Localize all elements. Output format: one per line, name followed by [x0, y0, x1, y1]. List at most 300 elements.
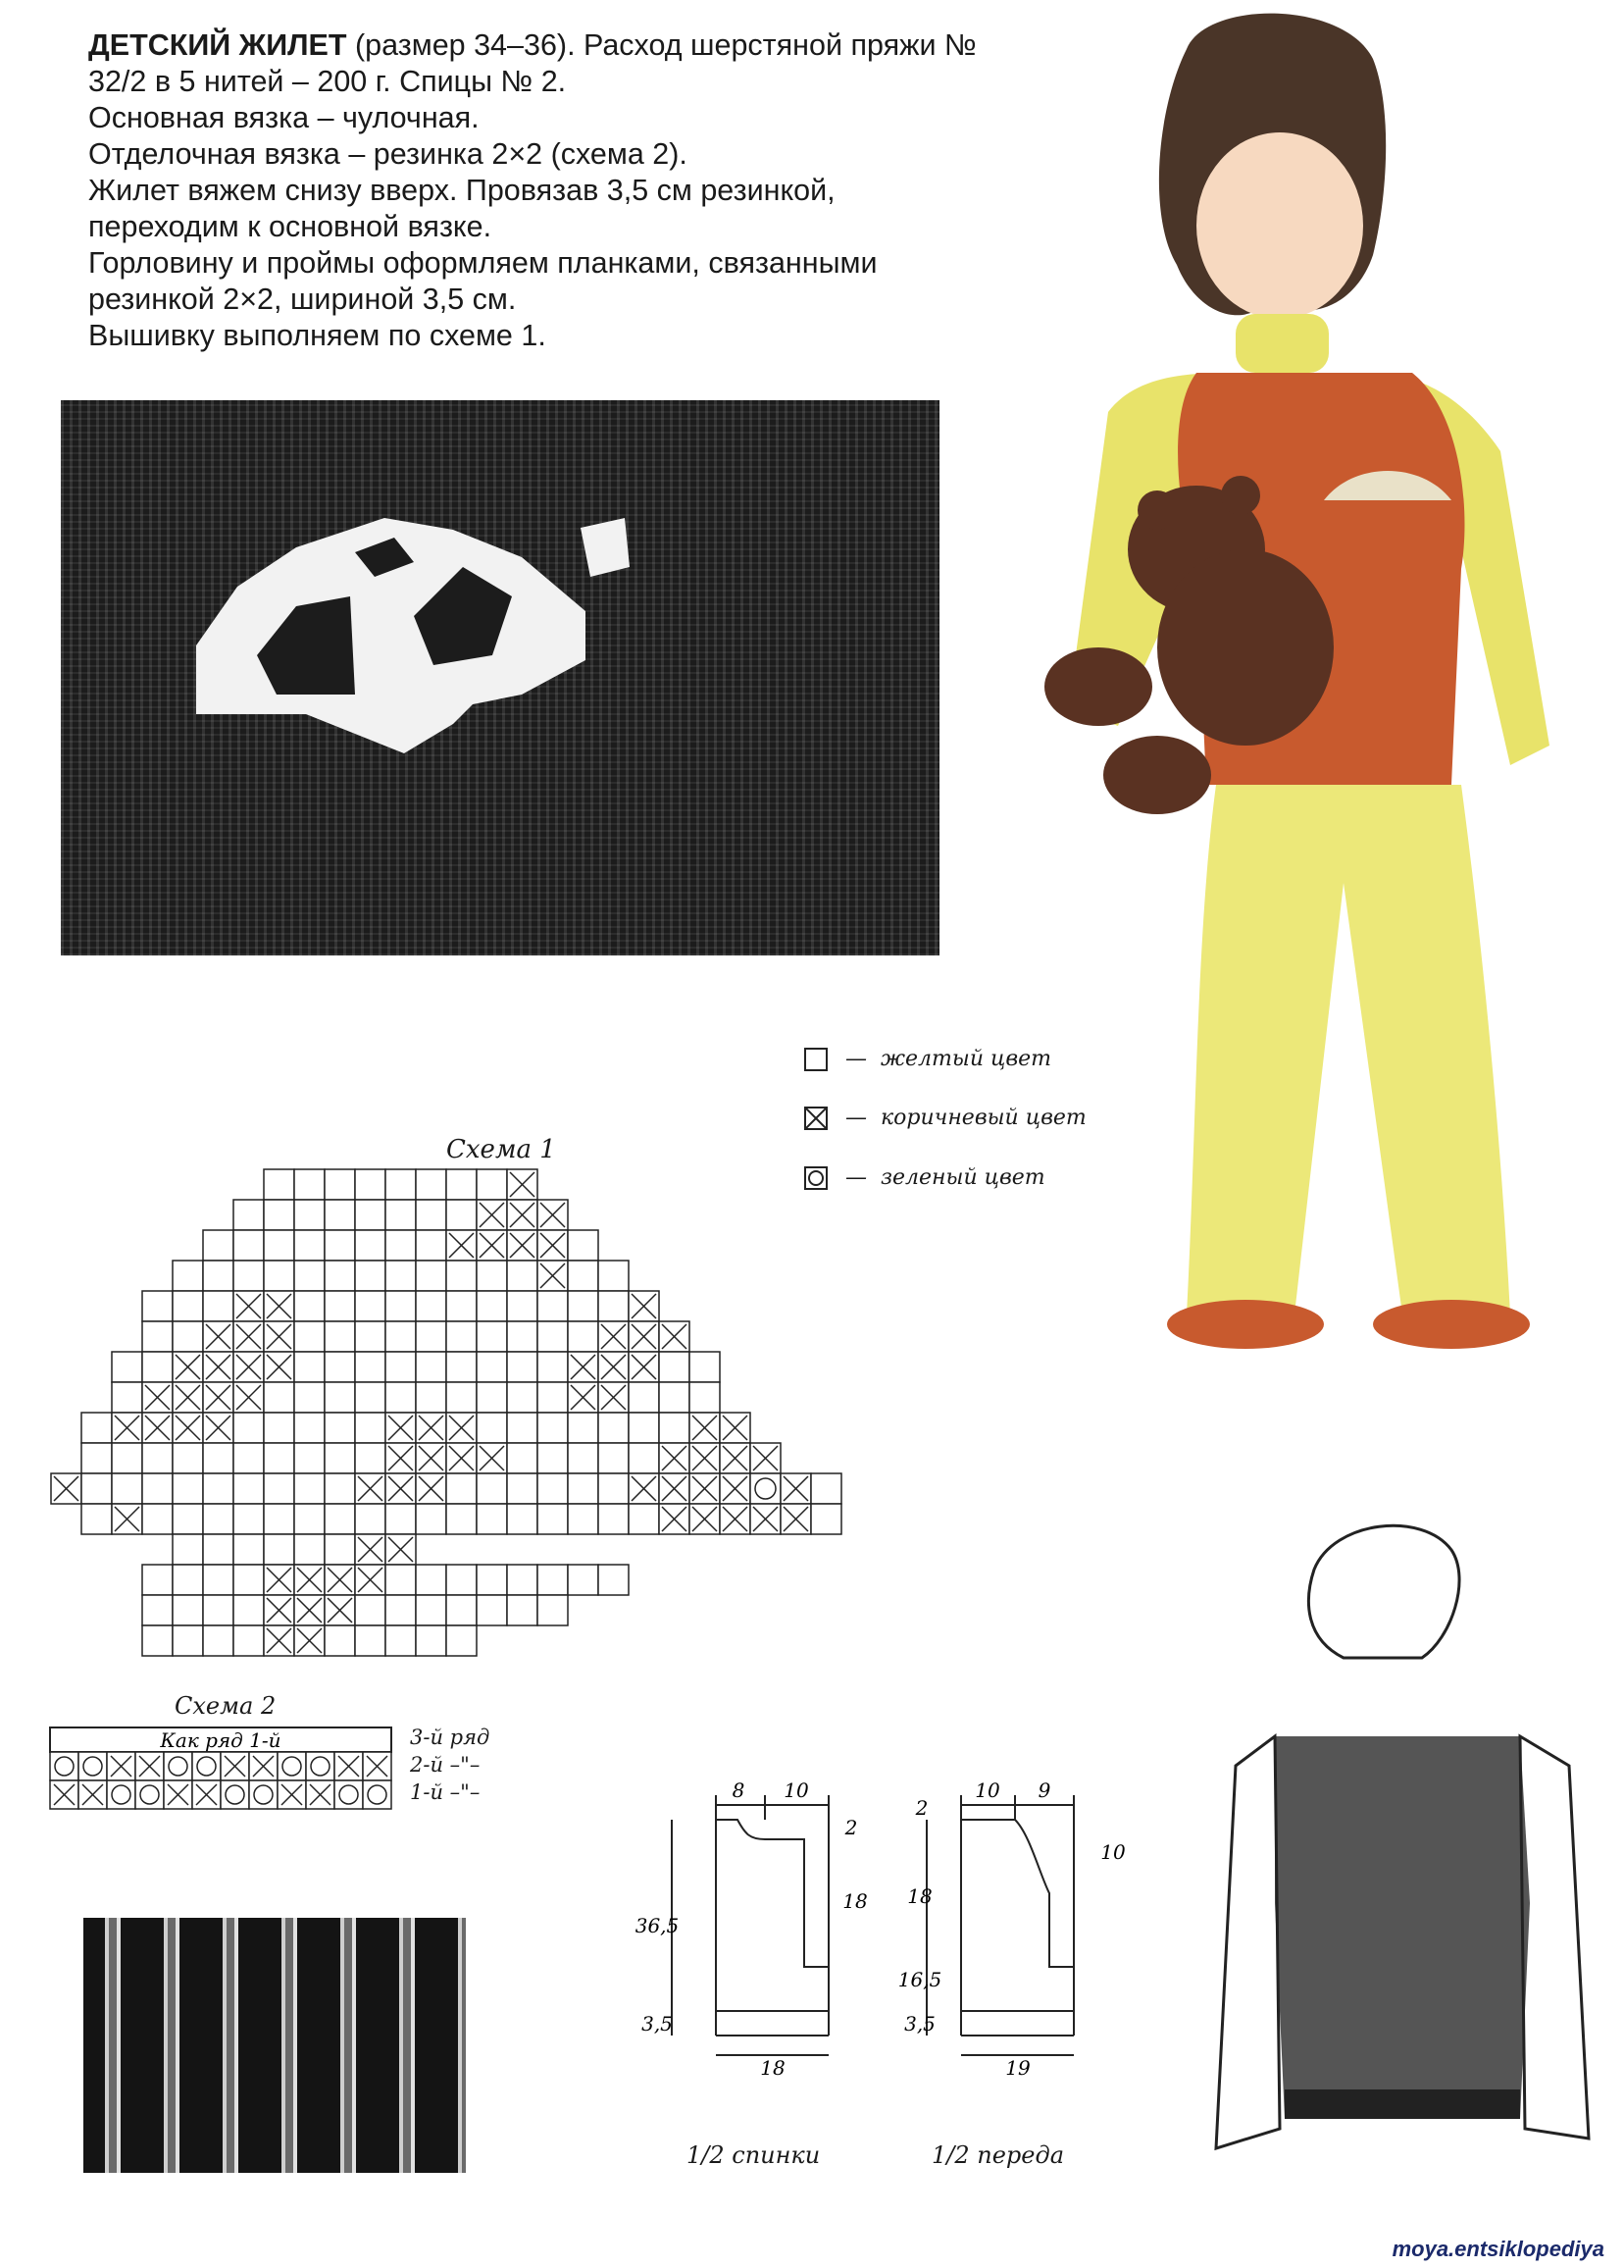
- grid-cell: [355, 1352, 385, 1382]
- grid-cell: [233, 1534, 264, 1565]
- grid-cell: [264, 1473, 294, 1504]
- grid-cell: [264, 1625, 294, 1656]
- legend-label: желтый цвет: [881, 1047, 1052, 1071]
- grid-cell: [173, 1382, 203, 1413]
- grid-cell: [203, 1261, 233, 1291]
- dim-back-top-a: 8: [732, 1778, 745, 1802]
- grid-cell: [233, 1625, 264, 1656]
- grid-cell: [507, 1413, 537, 1443]
- grid-cell: [233, 1261, 264, 1291]
- rib-cell: [50, 1780, 78, 1809]
- grid-cell: [568, 1504, 598, 1534]
- grid-cell: [355, 1534, 385, 1565]
- grid-cell: [507, 1321, 537, 1352]
- rib-cell: [192, 1752, 221, 1780]
- embroidery-photo: [61, 400, 939, 955]
- sketch-head: [1308, 1525, 1459, 1658]
- caption-front: 1/2 переда: [932, 2141, 1064, 2169]
- grid-cell: [325, 1413, 355, 1443]
- grid-cell: [507, 1261, 537, 1291]
- grid-cell: [598, 1321, 629, 1352]
- rib-cell: [192, 1780, 221, 1809]
- grid-cell: [629, 1473, 659, 1504]
- grid-cell: [446, 1625, 477, 1656]
- grid-cell: [537, 1200, 568, 1230]
- scheme2-header-text: Как ряд 1-й: [160, 1728, 281, 1752]
- grid-cell: [568, 1443, 598, 1473]
- rib-cell: [363, 1780, 391, 1809]
- grid-cell: [659, 1352, 689, 1382]
- grid-cell: [142, 1565, 173, 1595]
- sketch-vest-rib: [1285, 2089, 1520, 2119]
- grid-cell: [507, 1504, 537, 1534]
- grid-cell: [568, 1473, 598, 1504]
- grid-cell: [294, 1413, 325, 1443]
- grid-cell: [416, 1200, 446, 1230]
- dim-front-neck-drop: 2: [915, 1796, 929, 1820]
- grid-cell: [446, 1200, 477, 1230]
- grid-cell: [264, 1291, 294, 1321]
- grid-cell: [507, 1473, 537, 1504]
- grid-cell: [598, 1413, 629, 1443]
- grid-cell: [720, 1504, 750, 1534]
- intro-line-4: Жилет вяжем снизу вверх. Провязав 3,5 см резинкой, переходим к основной вязке.: [88, 174, 836, 243]
- grid-cell: [264, 1321, 294, 1352]
- rib-cell: [135, 1752, 164, 1780]
- grid-cell: [446, 1261, 477, 1291]
- rib-cell: [135, 1780, 164, 1809]
- grid-cell: [568, 1565, 598, 1595]
- row-label: 2-й –"–: [410, 1753, 481, 1777]
- turtle-head-shape: [581, 518, 630, 577]
- grid-cell: [203, 1625, 233, 1656]
- grid-cell: [355, 1413, 385, 1443]
- grid-cell: [477, 1473, 507, 1504]
- grid-cell: [446, 1504, 477, 1534]
- grid-cell: [477, 1261, 507, 1291]
- sketch-vest: [1275, 1736, 1530, 2119]
- grid-cell: [264, 1200, 294, 1230]
- grid-cell: [507, 1382, 537, 1413]
- grid-cell: [385, 1169, 416, 1200]
- grid-cell: [294, 1261, 325, 1291]
- grid-cell: [173, 1413, 203, 1443]
- grid-cell: [385, 1230, 416, 1261]
- grid-cell: [264, 1169, 294, 1200]
- grid-cell: [537, 1595, 568, 1625]
- grid-cell: [385, 1565, 416, 1595]
- grid-cell: [142, 1352, 173, 1382]
- grid-cell: [81, 1473, 112, 1504]
- grid-cell: [537, 1413, 568, 1443]
- grid-cell: [598, 1443, 629, 1473]
- grid-cell: [537, 1382, 568, 1413]
- grid-cell: [233, 1565, 264, 1595]
- grid-cell: [659, 1473, 689, 1504]
- grid-cell: [537, 1565, 568, 1595]
- grid-cell: [507, 1291, 537, 1321]
- grid-cell: [720, 1473, 750, 1504]
- grid-cell: [325, 1169, 355, 1200]
- grid-cell: [142, 1382, 173, 1413]
- grid-cell: [203, 1473, 233, 1504]
- grid-cell: [385, 1504, 416, 1534]
- grid-cell: [325, 1565, 355, 1595]
- grid-cell: [446, 1169, 477, 1200]
- grid-cell: [173, 1595, 203, 1625]
- grid-cell: [385, 1413, 416, 1443]
- grid-cell: [446, 1291, 477, 1321]
- watermark: moya.entsiklopediya: [1392, 2237, 1604, 2261]
- grid-cell: [142, 1625, 173, 1656]
- grid-cell: [142, 1504, 173, 1534]
- grid-cell: [446, 1595, 477, 1625]
- grid-cell: [51, 1473, 81, 1504]
- grid-cell: [477, 1352, 507, 1382]
- grid-cell: [477, 1169, 507, 1200]
- grid-cell: [507, 1443, 537, 1473]
- dim-front-armhole: 18: [907, 1884, 933, 1908]
- grid-cell: [416, 1443, 446, 1473]
- grid-cell: [781, 1473, 811, 1504]
- garment-patterns: [628, 1776, 1138, 2089]
- dim-back-neck-drop: 2: [844, 1816, 858, 1839]
- grid-cell: [325, 1382, 355, 1413]
- grid-cell: [264, 1352, 294, 1382]
- grid-cell: [325, 1321, 355, 1352]
- rib-cell: [306, 1752, 334, 1780]
- scheme2-chart: [49, 1727, 402, 1815]
- grid-cell: [325, 1352, 355, 1382]
- grid-cell: [446, 1413, 477, 1443]
- rib-cell: [334, 1780, 363, 1809]
- grid-cell: [781, 1504, 811, 1534]
- grid-cell: [507, 1230, 537, 1261]
- grid-cell: [598, 1352, 629, 1382]
- grid-cell: [598, 1565, 629, 1595]
- grid-cell: [477, 1595, 507, 1625]
- grid-cell: [325, 1443, 355, 1473]
- rib-cell: [249, 1780, 278, 1809]
- grid-cell: [568, 1382, 598, 1413]
- grid-cell: [598, 1504, 629, 1534]
- grid-cell: [385, 1473, 416, 1504]
- grid-cell: [385, 1625, 416, 1656]
- grid-cell: [325, 1534, 355, 1565]
- grid-cell: [416, 1382, 446, 1413]
- rib-cell: [306, 1780, 334, 1809]
- grid-cell: [659, 1382, 689, 1413]
- dim-front-rib: 3,5: [904, 2012, 936, 2036]
- grid-cell: [355, 1595, 385, 1625]
- girl-shoe-left: [1167, 1300, 1324, 1349]
- grid-cell: [233, 1382, 264, 1413]
- grid-cell: [507, 1565, 537, 1595]
- dim-front-bottom: 19: [1005, 2056, 1031, 2080]
- grid-cell: [294, 1200, 325, 1230]
- grid-cell: [507, 1352, 537, 1382]
- grid-cell: [264, 1230, 294, 1261]
- intro-line-2: Основная вязка – чулочная.: [88, 101, 480, 134]
- grid-cell: [811, 1504, 841, 1534]
- girl-trousers: [1187, 785, 1510, 1314]
- grid-cell: [203, 1595, 233, 1625]
- scheme1-chart: [49, 1167, 971, 1677]
- grid-cell: [537, 1504, 568, 1534]
- grid-cell: [264, 1413, 294, 1443]
- grid-cell: [294, 1504, 325, 1534]
- grid-cell: [233, 1291, 264, 1321]
- grid-cell: [750, 1473, 781, 1504]
- grid-cell: [355, 1169, 385, 1200]
- pattern-front: [927, 1795, 1074, 2055]
- grid-cell: [203, 1230, 233, 1261]
- grid-cell: [233, 1352, 264, 1382]
- grid-cell: [385, 1352, 416, 1382]
- grid-cell: [294, 1625, 325, 1656]
- grid-cell: [507, 1200, 537, 1230]
- grid-cell: [385, 1443, 416, 1473]
- vest-back-sketch: [1196, 1511, 1618, 2256]
- grid-cell: [233, 1200, 264, 1230]
- grid-cell: [416, 1169, 446, 1200]
- grid-cell: [507, 1169, 537, 1200]
- grid-cell: [203, 1321, 233, 1352]
- grid-cell: [537, 1261, 568, 1291]
- grid-cell: [416, 1625, 446, 1656]
- grid-cell: [629, 1291, 659, 1321]
- row-label: 1-й –"–: [410, 1780, 481, 1804]
- grid-cell: [568, 1352, 598, 1382]
- rib-cell: [278, 1780, 306, 1809]
- grid-cell: [446, 1321, 477, 1352]
- grid-cell: [81, 1443, 112, 1473]
- grid-cell: [689, 1413, 720, 1443]
- grid-cell: [142, 1473, 173, 1504]
- grid-cell: [568, 1291, 598, 1321]
- grid-cell: [355, 1200, 385, 1230]
- grid-cell: [203, 1534, 233, 1565]
- grid-cell: [325, 1230, 355, 1261]
- grid-cell: [325, 1261, 355, 1291]
- rib-cell: [221, 1780, 249, 1809]
- grid-cell: [629, 1382, 659, 1413]
- grid-cell: [446, 1473, 477, 1504]
- grid-cell: [355, 1443, 385, 1473]
- grid-cell: [416, 1565, 446, 1595]
- grid-cell: [294, 1473, 325, 1504]
- grid-cell: [537, 1230, 568, 1261]
- empty-square-icon: [804, 1048, 828, 1071]
- grid-cell: [659, 1321, 689, 1352]
- grid-cell: [355, 1625, 385, 1656]
- grid-cell: [294, 1443, 325, 1473]
- grid-cell: [264, 1504, 294, 1534]
- intro-line-3: Отделочная вязка – резинка 2×2 (схема 2).: [88, 137, 687, 171]
- rib-cell: [249, 1752, 278, 1780]
- grid-cell: [264, 1534, 294, 1565]
- grid-cell: [81, 1413, 112, 1443]
- grid-cell: [264, 1565, 294, 1595]
- grid-cell: [659, 1443, 689, 1473]
- grid-cell: [112, 1504, 142, 1534]
- grid-cell: [112, 1382, 142, 1413]
- intro-line-1: (размер 34–36). Расход шерстяной пряжи № 32/2 в 5 нитей – 200 г. Спицы № 2.: [88, 28, 977, 98]
- grid-cell: [112, 1473, 142, 1504]
- grid-cell: [629, 1413, 659, 1443]
- girl-collar: [1236, 314, 1329, 373]
- grid-cell: [203, 1352, 233, 1382]
- grid-cell: [325, 1291, 355, 1321]
- grid-cell: [355, 1291, 385, 1321]
- grid-cell: [598, 1291, 629, 1321]
- grid-cell: [568, 1230, 598, 1261]
- grid-cell: [203, 1565, 233, 1595]
- rib-cell: [78, 1780, 107, 1809]
- grid-cell: [477, 1565, 507, 1595]
- article-title: ДЕТСКИЙ ЖИЛЕТ: [88, 28, 347, 62]
- grid-cell: [355, 1565, 385, 1595]
- grid-cell: [659, 1504, 689, 1534]
- grid-cell: [233, 1321, 264, 1352]
- grid-cell: [477, 1200, 507, 1230]
- grid-cell: [325, 1473, 355, 1504]
- grid-cell: [537, 1473, 568, 1504]
- grid-cell: [294, 1352, 325, 1382]
- intro-line-6: Вышивку выполняем по схеме 1.: [88, 319, 546, 352]
- row-label: 3-й ряд: [410, 1726, 490, 1749]
- girl-face: [1196, 132, 1363, 319]
- grid-cell: [689, 1504, 720, 1534]
- rib-cell: [50, 1752, 78, 1780]
- grid-cell: [477, 1443, 507, 1473]
- grid-cell: [385, 1595, 416, 1625]
- girl-shoe-right: [1373, 1300, 1530, 1349]
- grid-cell: [537, 1443, 568, 1473]
- legend-label: зеленый цвет: [881, 1165, 1045, 1190]
- grid-cell: [477, 1291, 507, 1321]
- grid-cell: [355, 1321, 385, 1352]
- grid-cell: [446, 1352, 477, 1382]
- grid-cell: [294, 1595, 325, 1625]
- grid-cell: [355, 1261, 385, 1291]
- grid-cell: [203, 1443, 233, 1473]
- grid-cell: [264, 1261, 294, 1291]
- scheme2-row-labels: [410, 1724, 489, 1806]
- grid-cell: [203, 1504, 233, 1534]
- dim-back-bottom: 18: [760, 2056, 786, 2080]
- grid-cell: [416, 1595, 446, 1625]
- grid-cell: [173, 1321, 203, 1352]
- grid-cell: [416, 1413, 446, 1443]
- grid-cell: [477, 1321, 507, 1352]
- grid-cell: [173, 1534, 203, 1565]
- rib-cell: [78, 1752, 107, 1780]
- grid-cell: [233, 1443, 264, 1473]
- grid-cell: [173, 1504, 203, 1534]
- grid-cell: [416, 1291, 446, 1321]
- grid-cell: [689, 1473, 720, 1504]
- grid-cell: [720, 1443, 750, 1473]
- grid-cell: [203, 1291, 233, 1321]
- scheme2-title: Схема 2: [175, 1692, 277, 1720]
- grid-cell: [629, 1352, 659, 1382]
- girl-illustration: [1000, 0, 1624, 1491]
- grid-cell: [446, 1230, 477, 1261]
- grid-cell: [385, 1321, 416, 1352]
- grid-cell: [325, 1625, 355, 1656]
- dim-back-top-b: 10: [784, 1778, 809, 1802]
- sketch-arm-left: [1216, 1736, 1280, 2148]
- grid-cell: [598, 1382, 629, 1413]
- rib-cell: [107, 1752, 135, 1780]
- grid-cell: [385, 1261, 416, 1291]
- dim-back-rib: 3,5: [641, 2012, 673, 2036]
- legend-label: коричневый цвет: [881, 1106, 1087, 1130]
- dim-front-neck-depth: 10: [1100, 1840, 1126, 1864]
- grid-cell: [568, 1321, 598, 1352]
- legend-brown: — коричневый цвет: [804, 1106, 1087, 1130]
- grid-cell: [264, 1595, 294, 1625]
- rib-cell: [334, 1752, 363, 1780]
- grid-cell: [233, 1413, 264, 1443]
- sketch-arm-right: [1520, 1736, 1589, 2139]
- grid-cell: [355, 1473, 385, 1504]
- grid-cell: [477, 1413, 507, 1443]
- grid-cell: [142, 1291, 173, 1321]
- rib-cell: [164, 1780, 192, 1809]
- dim-front-top-a: 10: [975, 1778, 1000, 1802]
- grid-cell: [173, 1625, 203, 1656]
- grid-cell: [416, 1230, 446, 1261]
- grid-cell: [142, 1443, 173, 1473]
- legend-green: — зеленый цвет: [804, 1165, 1045, 1190]
- grid-cell: [355, 1504, 385, 1534]
- grid-cell: [233, 1473, 264, 1504]
- grid-cell: [203, 1382, 233, 1413]
- grid-cell: [629, 1321, 659, 1352]
- grid-cell: [203, 1413, 233, 1443]
- dim-front-side: 16,5: [897, 1968, 942, 1991]
- grid-cell: [173, 1291, 203, 1321]
- grid-cell: [537, 1291, 568, 1321]
- grid-cell: [477, 1230, 507, 1261]
- grid-cell: [264, 1382, 294, 1413]
- grid-cell: [750, 1443, 781, 1473]
- grid-cell: [629, 1504, 659, 1534]
- grid-cell: [355, 1230, 385, 1261]
- grid-cell: [446, 1443, 477, 1473]
- grid-cell: [173, 1261, 203, 1291]
- grid-cell: [112, 1443, 142, 1473]
- grid-cell: [294, 1382, 325, 1413]
- grid-cell: [173, 1443, 203, 1473]
- grid-cell: [720, 1413, 750, 1443]
- rib-cell: [107, 1780, 135, 1809]
- embroidery-motif: [61, 400, 939, 955]
- grid-cell: [294, 1321, 325, 1352]
- grid-cell: [446, 1382, 477, 1413]
- grid-cell: [325, 1595, 355, 1625]
- grid-cell: [689, 1443, 720, 1473]
- grid-cell: [264, 1443, 294, 1473]
- caption-back: 1/2 спинки: [686, 2141, 821, 2169]
- grid-cell: [294, 1534, 325, 1565]
- grid-cell: [416, 1352, 446, 1382]
- grid-cell: [294, 1169, 325, 1200]
- grid-cell: [112, 1413, 142, 1443]
- rib-cell: [278, 1752, 306, 1780]
